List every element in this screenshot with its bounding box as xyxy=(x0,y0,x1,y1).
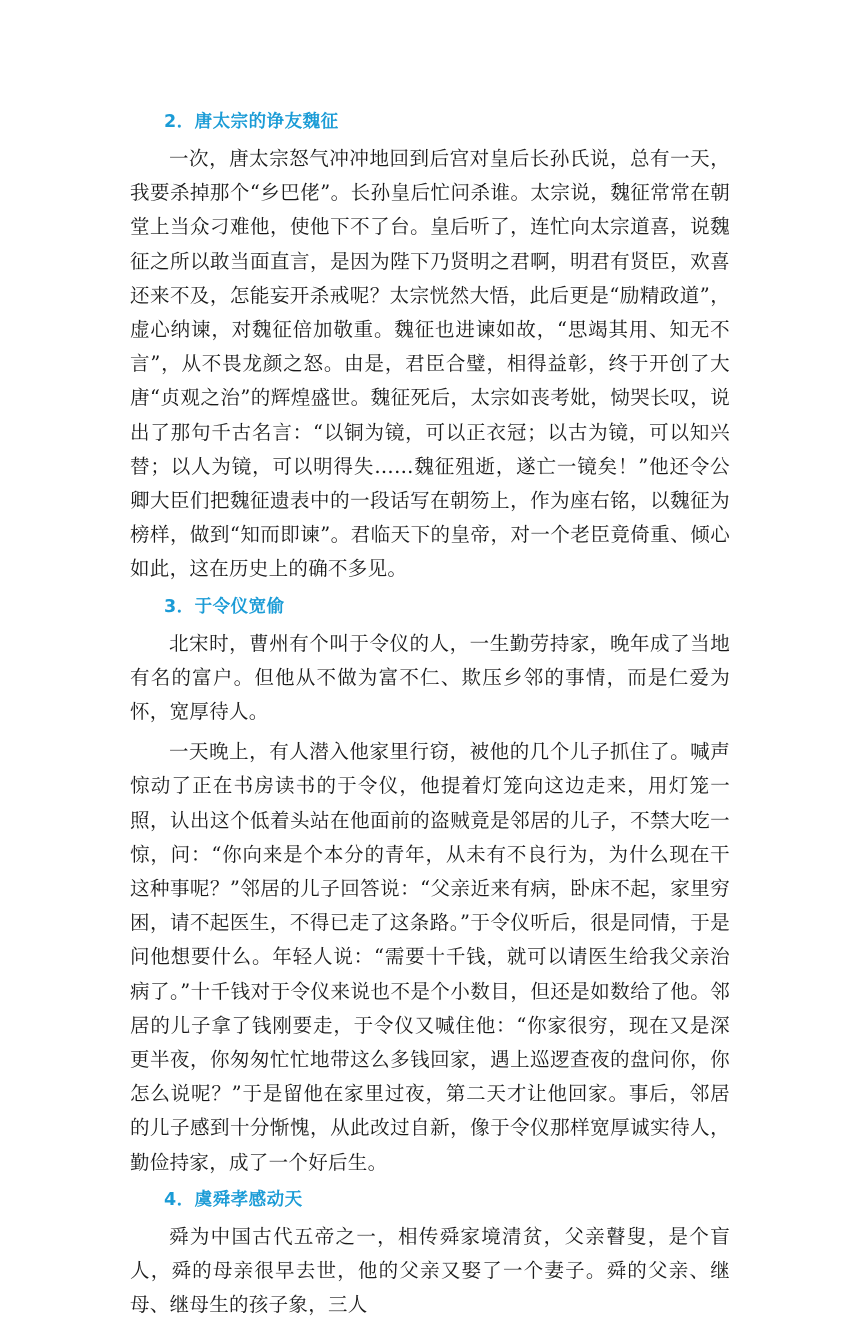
paragraph: 北宋时，曹州有个叫于令仪的人，一生勤劳持家，晚年成了当地有名的富户。但他从不做为富不仁、欺压乡邻的事情，而是仁爱为怀，宽厚待人。 xyxy=(130,631,730,724)
section-yu-lingyi xyxy=(130,593,730,1180)
section-heading: 4．虞舜孝感动天 xyxy=(164,1189,303,1210)
section-heading: 3．于令仪宽偷 xyxy=(164,596,285,617)
section-heading: 2．唐太宗的诤友魏征 xyxy=(164,112,339,132)
paragraph: 一次，唐太宗怒气冲冲地回到后宫对皇后长孙氏说，总有一天，我要杀掉那个“乡巴佬”。长孙皇后忙问杀谁。太宗说，魏征常常在朝堂上当众刁难他，使他下不了台。皇后听了，连忙向太宗道喜，说魏征之所以敢当面直言，是因为陛下乃贤明之君啊，明君有贤臣，欢喜还来不及，怎能妄开杀戒呢？太宗恍然大悟，此后更是“励精政道”，虚心纳谏，对魏征倍加敬重。魏征也进谏如故，“思竭其用、知无不言”，从不畏龙颜之怒。由是，君臣合璧，相得益彰，终于开创了大唐“贞观之治”的辉煌盛世。魏征死后，太宗如丧考妣，恸哭长叹，说出了那句千古名言：“以铜为镜，可以正衣冠；以古为镜，可以知兴替；以人为镜，可以明得失……魏征殂逝，遂亡一镜矣！”他还令公卿大臣们把魏征遗表中的一段话写在朝笏上，作为座右铭，以魏征为榜样，做到“知而即谏”。君临天下的皇帝，对一个老臣竟倚重、倾心如此，这在历史上的确不多见。 xyxy=(130,147,730,581)
section-wei-zheng xyxy=(130,108,730,587)
section-yu-shun xyxy=(130,1186,730,1323)
paragraph: 一天晚上，有人潜入他家里行窃，被他的几个儿子抓住了。喊声惊动了正在书房读书的于令仪，他提着灯笼向这边走来，用灯笼一照，认出这个低着头站在他面前的盗贼竟是邻居的儿子，不禁大吃一惊，问：“你向来是个本分的青年，从未有不良行为，为什么现在干这种事呢？”邻居的儿子回答说：“父亲近来有病，卧床不起，家里穷困，请不起医生，不得已走了这条路。”于令仪听后，很是同情，于是问他想要什么。年轻人说：“需要十千钱，就可以请医生给我父亲治病了。”十千钱对于令仪来说也不是个小数目，但还是如数给了他。邻居的儿子拿了钱刚要走，于令仪又喊住他：“你家很穷，现在又是深更半夜，你匆匆忙忙地带这么多钱回家，遇上巡逻查夜的盘问你，你怎么说呢？”于是留他在家里过夜，第二天才让他回家。事后，邻居的儿子感到十分惭愧，从此改过自新，像于令仪那样宽厚诚实待人，勤俭持家，成了一个好后生。 xyxy=(130,740,730,1174)
document-body xyxy=(130,108,730,1323)
paragraph: 舜为中国古代五帝之一，相传舜家境清贫，父亲瞽叟，是个盲人，舜的母亲很早去世，他的父亲又娶了一个妻子。舜的父亲、继母、继母生的孩子象，三人 xyxy=(130,1224,730,1317)
